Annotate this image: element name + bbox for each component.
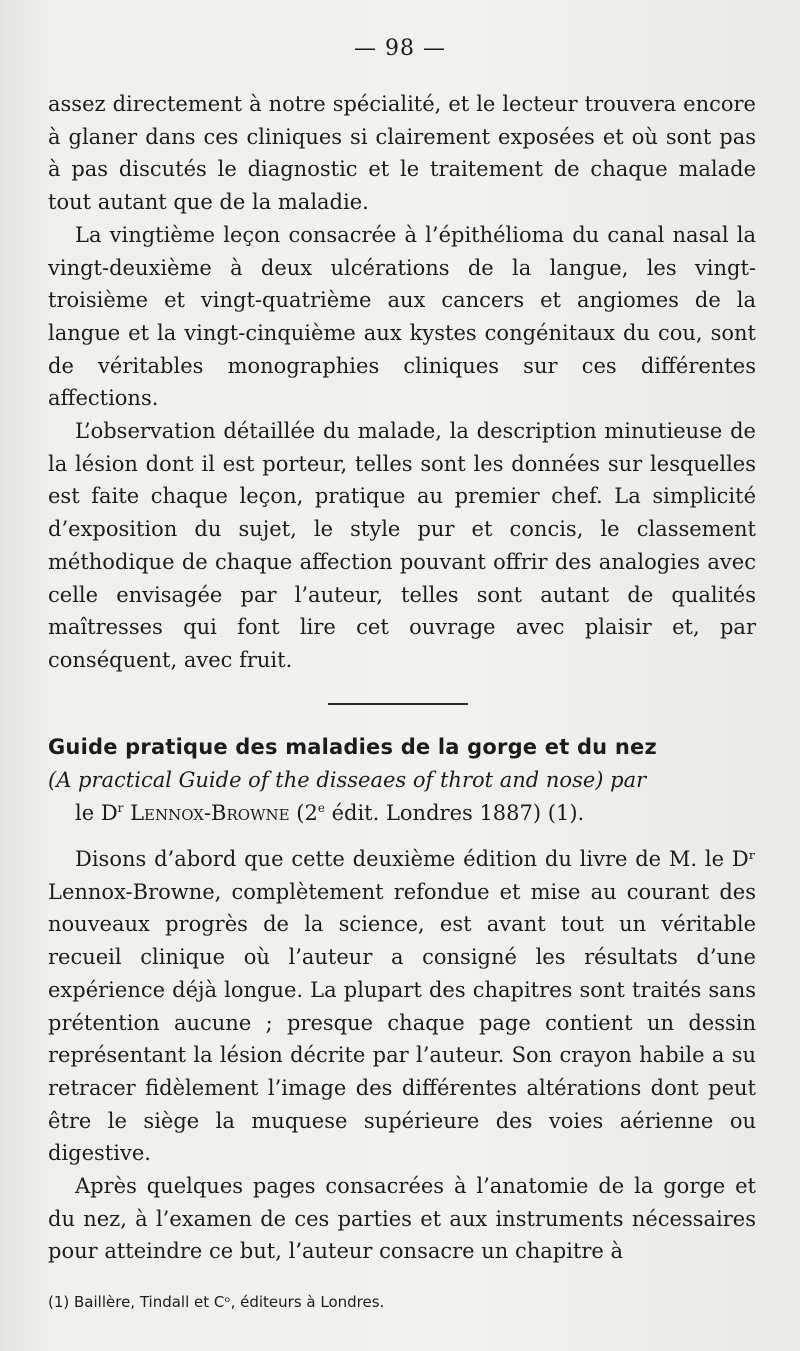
section-1-text	[48, 88, 756, 677]
edition-rest: édit. Londres 1887) (1).	[324, 800, 585, 825]
reference-line-1	[48, 764, 756, 797]
page-number: — 98 —	[354, 36, 446, 61]
footnote: (1) Baillère, Tindall et Cᵒ, éditeurs à Londres.	[48, 1293, 385, 1311]
author-prefix: le D	[75, 800, 118, 825]
author-name: Lennox-Browne	[130, 800, 290, 825]
paragraph-1: assez directement à notre spécialité, et le lecteur trouvera encore à glaner dans ces cliniques si clairement exposées et où sont pas à pas discutés le diagnostic et le traitement de chaque malade tout autant que de la maladie.	[48, 92, 756, 215]
reference-line-2	[48, 797, 756, 830]
paragraph-5: Après quelques pages consacrées à l’anatomie de la gorge et du nez, à l’examen de ces parties et aux instruments nécessaires pour atteindre ce but, l’auteur consacre un chapitre à	[48, 1174, 756, 1264]
english-title: (A practical Guide of the disseaes of throt and nose)	[48, 768, 604, 792]
edition-open: (2	[296, 800, 318, 825]
paragraph-3: L’observation détaillée du malade, la description minutieuse de la lésion dont il est porteur, telles sont les données sur lesquelles est faite chaque leçon, pratique au premier chef. La simplicité d’exposition du sujet, le style pur et concis, le classement méthodique de chaque affection pouvant offrir des analogies avec celle envisagée par l’auteur, telles sont autant de qualités maîtresses qui font lire cet ouvrage avec plaisir et, par conséquent, avec fruit.	[48, 419, 756, 672]
section-2-text	[48, 843, 756, 1268]
par-word: par	[610, 768, 647, 792]
edition-sup: e	[317, 800, 325, 815]
paragraph-4: Disons d’abord que cette deuxième édition du livre de M. le Dʳ Lennox-Browne, complètement refondue et mise au courant des nouveaux progrès de la science, est avant tout un véritable recueil clinique où l’auteur a consigné les résultats d’une expérience déjà longue. La plupart des chapitres sont traités sans prétention aucune ; presque chaque page contient un dessin représentant la lésion décrite par l’auteur. Son crayon habile a su retracer fidèlement l’image des différentes altérations dont peut être le siège la muquese supérieure des voies aérienne ou digestive.	[48, 847, 756, 1166]
author-sup: r	[117, 800, 124, 815]
paragraph-2: La vingtième leçon consacrée à l’épithélioma du canal nasal la vingt-deuxième à deux ulcérations de la langue, les vingt-troisième et vingt-quatrième aux cancers et angiomes de la langue et la vingt-cinquième aux kystes congénitaux du cou, sont de véritables monographies cliniques sur ces différentes affections.	[48, 222, 756, 411]
review-reference	[48, 764, 756, 829]
review-heading: Guide pratique des maladies de la gorge et du nez	[48, 735, 657, 759]
section-divider	[328, 703, 468, 705]
